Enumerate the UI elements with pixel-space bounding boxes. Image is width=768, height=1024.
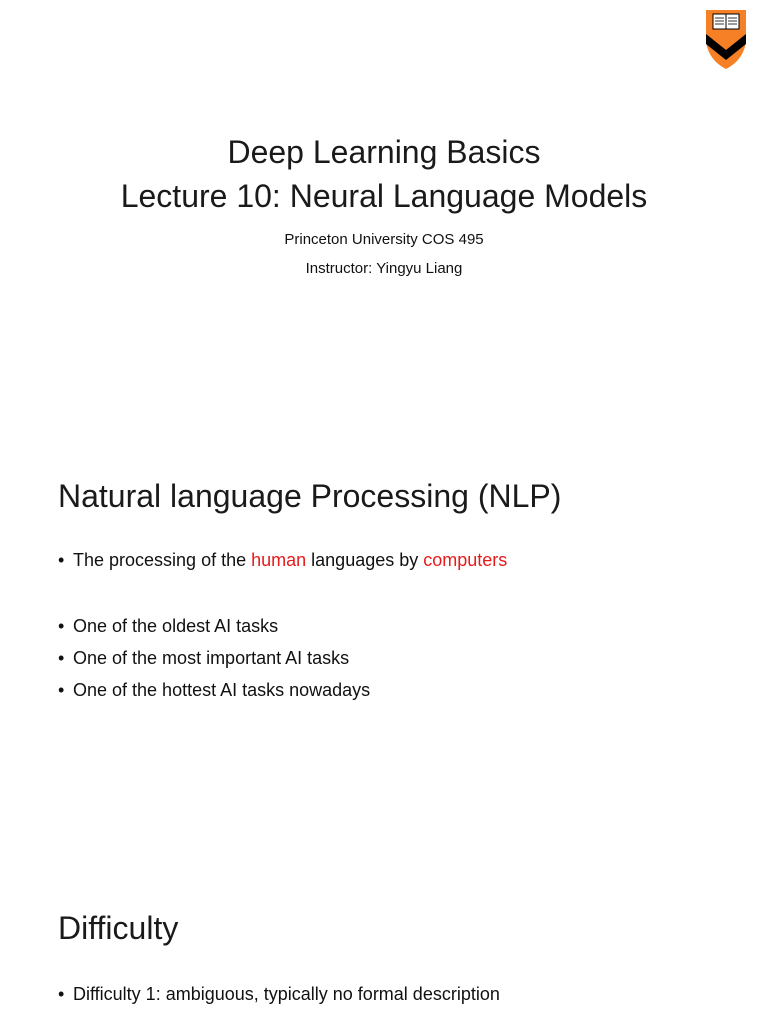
bullet-dot: • xyxy=(58,680,65,700)
bullet-text-part: The processing of the xyxy=(73,550,252,570)
title-slide xyxy=(0,0,768,430)
bullet-dot: • xyxy=(58,616,65,636)
bullet-item xyxy=(58,548,507,572)
bullet-dot: • xyxy=(58,550,65,570)
bullet-item xyxy=(58,646,349,670)
lecture-title xyxy=(0,130,768,218)
bullet-text: One of the oldest AI tasks xyxy=(73,616,279,636)
nlp-slide xyxy=(0,430,768,860)
lecture-title-line-2: Lecture 10: Neural Language Models xyxy=(120,178,648,214)
bullet-text-part: languages by xyxy=(306,550,424,570)
bullet-item xyxy=(58,614,278,638)
bullet-dot: • xyxy=(58,984,65,1004)
instructor-name: Instructor: Yingyu Liang xyxy=(305,260,463,277)
bullet-item xyxy=(58,982,500,1006)
slide-heading: Natural language Processing (NLP) xyxy=(58,478,562,514)
bullet-text: One of the most important AI tasks xyxy=(73,648,350,668)
bullet-text: One of the hottest AI tasks nowadays xyxy=(73,680,371,700)
difficulty-slide xyxy=(0,860,768,1024)
highlight-computers: computers xyxy=(423,550,508,570)
princeton-shield-icon xyxy=(704,8,748,70)
course-name: Princeton University COS 495 xyxy=(284,231,484,248)
slide-heading: Difficulty xyxy=(58,910,179,946)
highlight-human: human xyxy=(251,550,307,570)
bullet-item xyxy=(58,678,370,702)
lecture-title-line-1: Deep Learning Basics xyxy=(227,134,541,170)
bullet-text: Difficulty 1: ambiguous, typically no formal description xyxy=(73,984,500,1004)
bullet-dot: • xyxy=(58,648,65,668)
